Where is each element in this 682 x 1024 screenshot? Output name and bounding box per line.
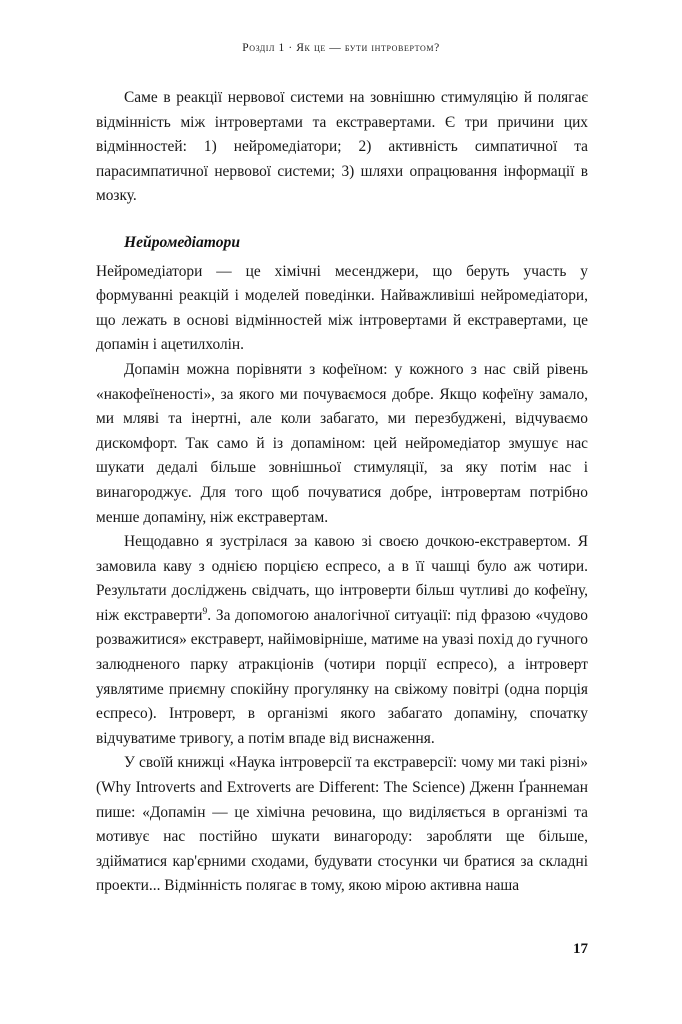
section-subheading: Нейромедіатори (124, 233, 240, 251)
paragraph-2: Нейромедіатори — це хімічні месенджери, що беруть участь у формуванні реакцій і моделей поведінки. Найважливіші нейромедіатори, що лежать в основі відмінностей між інтровертами й екстравертами, це допамін і ацетилхолін. (96, 262, 588, 354)
paragraph-5: У своїй книжці «Наука інтроверсії та екстраверсії: чому ми такі різні» (Why Introverts and Extroverts are Different: The Science) Дженн Ґраннеман пише: «Допамін — це хімічна речовина, що виділяється в організмі та мотивує нас постійно шукати винагороду: заробляти ще більше, здійматися кар'єрними сходами, будувати стосунки чи братися за складні проекти... Відмінність полягає в тому, якою мірою активна наша (96, 754, 588, 895)
paragraph-4-part-1: Нещодавно я зустрілася за кавою зі своєю дочкою-екстравертом. Я замовила каву з однією порцією еспресо, а в її чашці було аж чотири. Результати досліджень свідчать, що інтроверти більш чутливі до кофеїну, ніж екстраверти (96, 533, 588, 624)
footnote-marker: 9 (202, 606, 208, 617)
paragraph-1: Саме в реакції нервової системи на зовнішню стимуляцію й полягає відмінність між інтровертами та екстравертами. Є три причини цих відмінностей: 1) нейромедіатори; 2) активність симпатичної та парасимпатичної нервової системи; 3) шляхи опрацювання інформації в мозку. (96, 89, 588, 205)
page-number: 17 (573, 941, 588, 957)
paragraph-4-part-2: . За допомогою аналогічної ситуації: під фразою «чудово розважитися» екстраверт, найімовірніше, матиме на увазі похід до гучного залюдненого парку атракціонів (чотири порції еспресо), а інтроверт уявлятиме приємну спокійну прогулянку на свіжому повітрі (одна порція еспресо). Інтроверт, в організмі якого забагато допаміну, спочатку відчуватиме тривогу, а потім впаде від виснаження. (96, 606, 588, 747)
paragraph-4 (96, 530, 588, 751)
paragraph-3: Допамін можна порівняти з кофеїном: у кожного з нас свій рівень «накофеїненості», за якого ми почуваємося добре. Якщо кофеїну замало, ми мляві та інертні, але коли забагато, ми перезбуджені, відчуваємо дискомфорт. Так само й із допаміном: цей нейромедіатор змушує нас шукати дедалі більше зовнішньої стимуляції, за яку потім нас і винагороджує. Для того щоб почуватися добре, інтровертам потрібно менше допаміну, ніж екстравертам. (96, 360, 588, 526)
page-body (96, 86, 588, 899)
running-head (0, 42, 682, 54)
running-head-text: Розділ 1 · Як це — бути інтровертом? (242, 42, 440, 54)
